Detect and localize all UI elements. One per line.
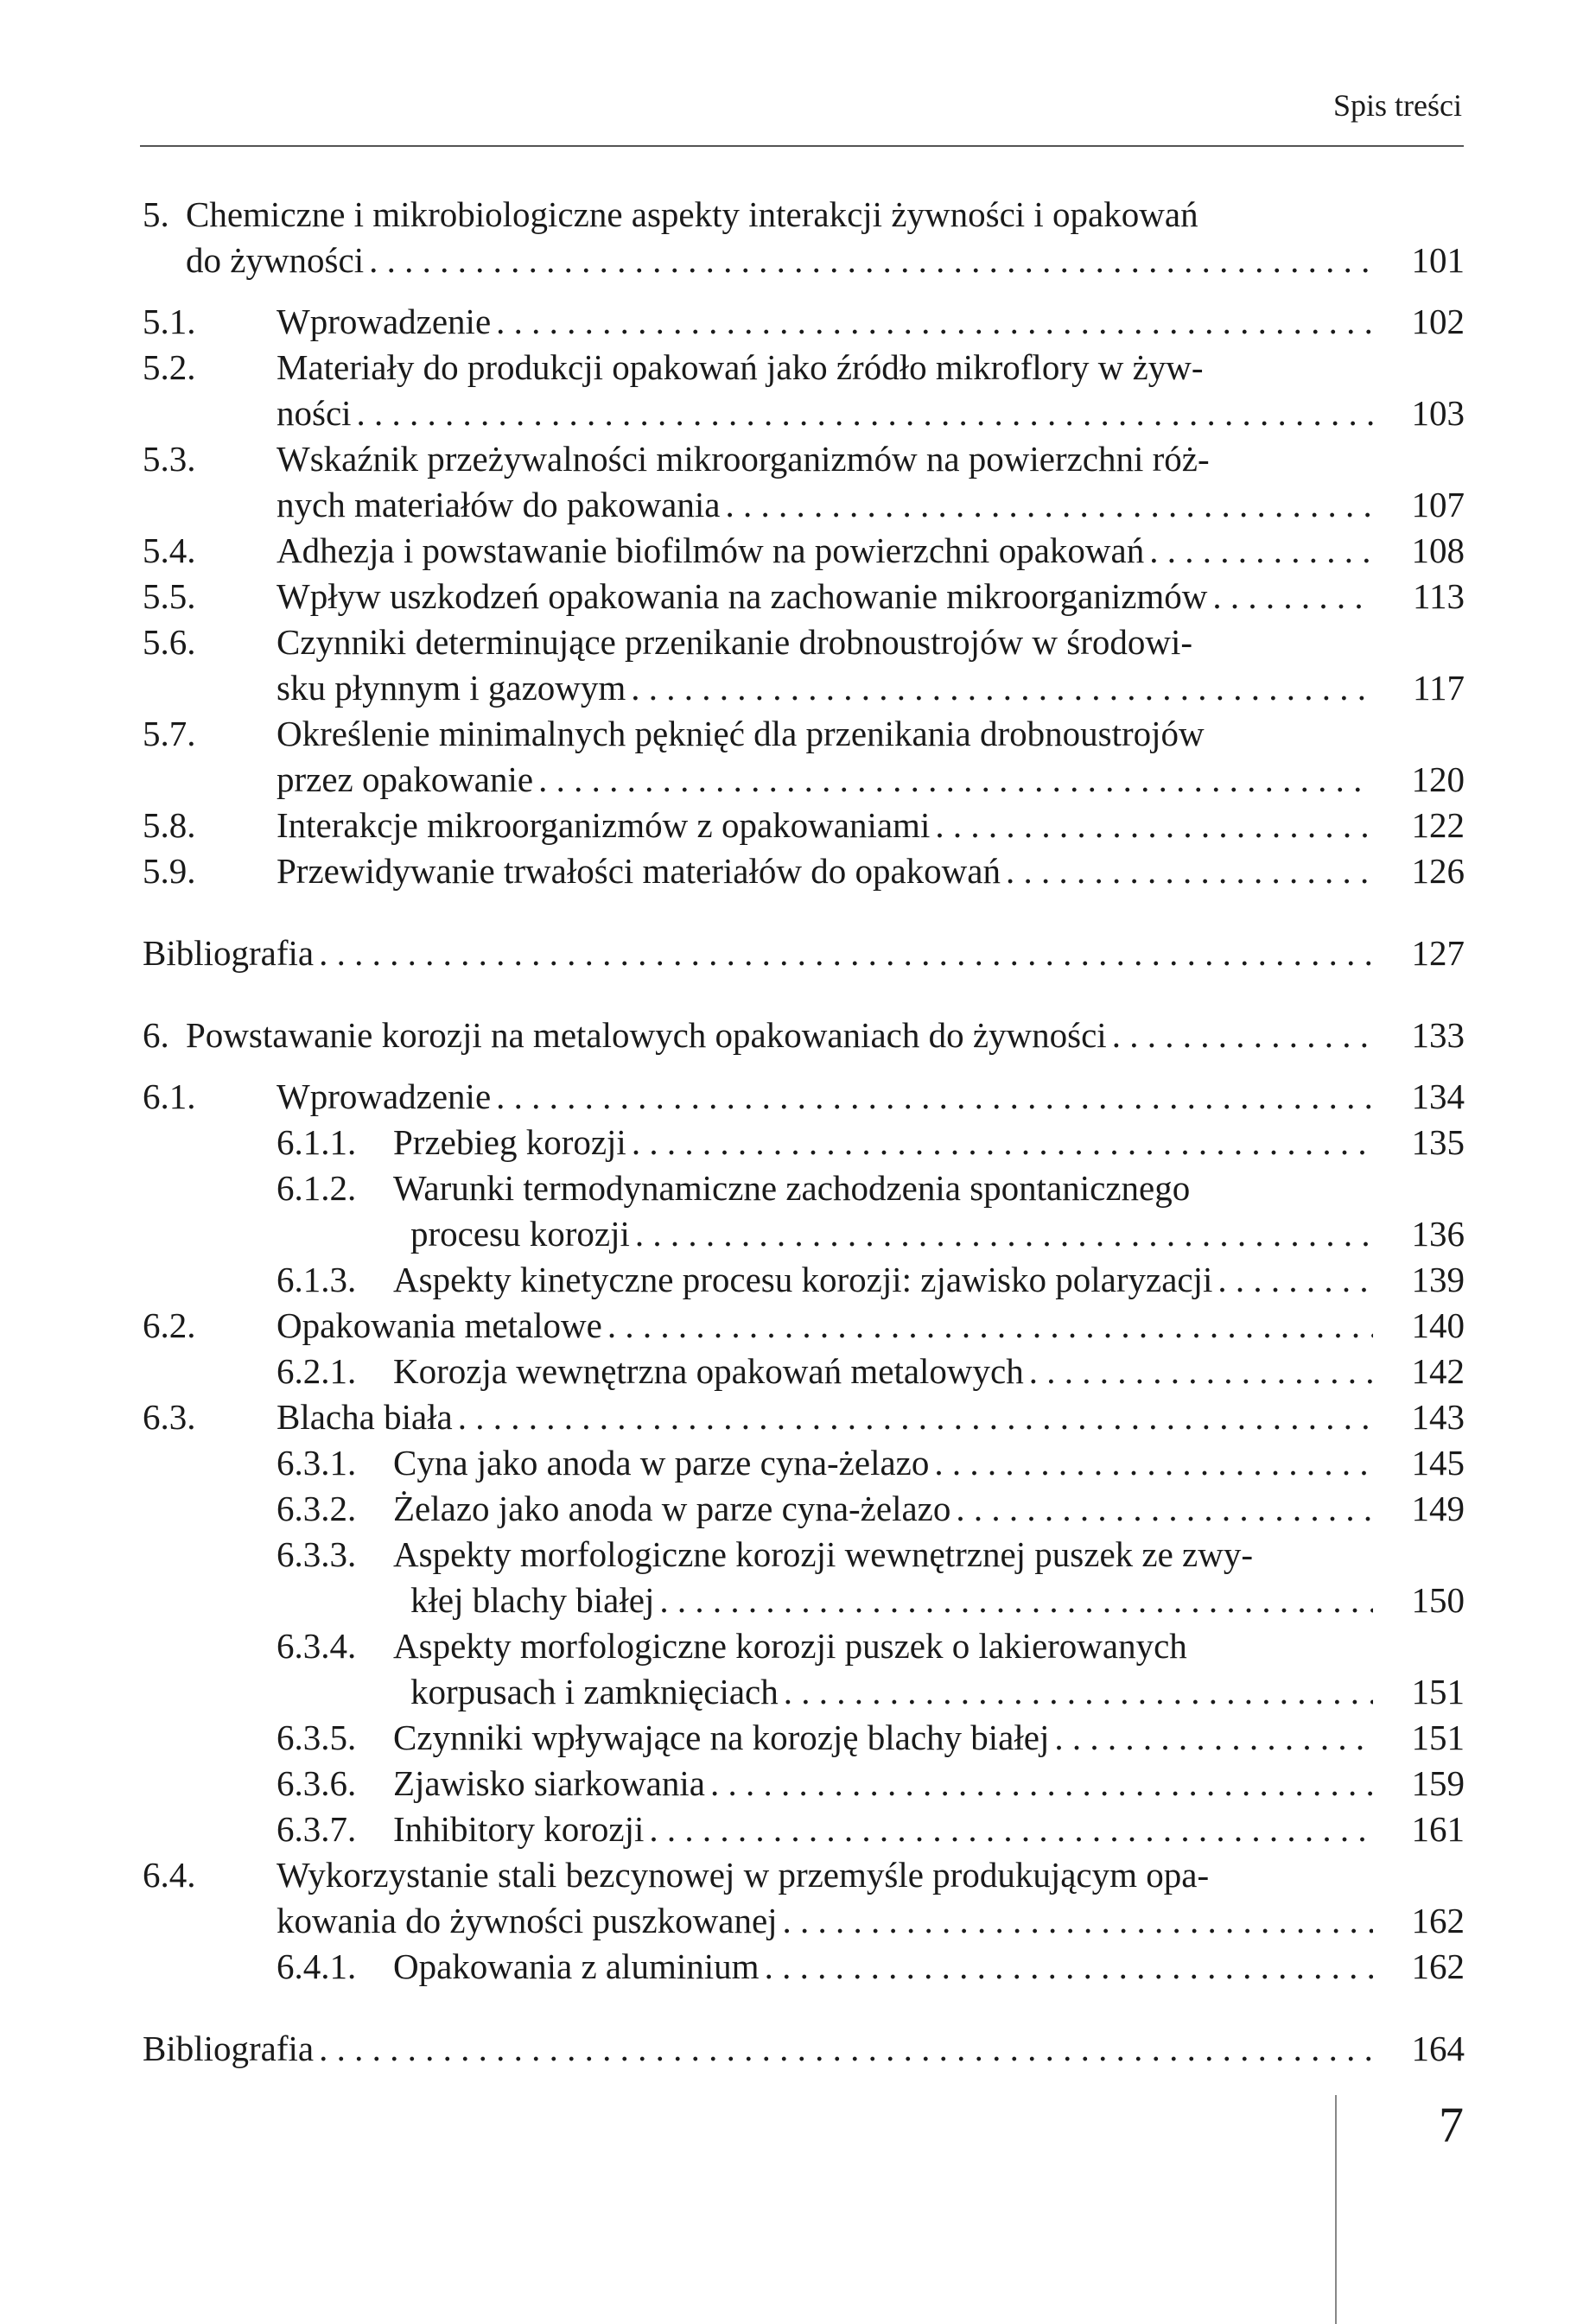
toc-entry-title: Bibliografia <box>143 2029 315 2068</box>
toc-entry-page: 143 <box>1411 1397 1465 1437</box>
dot-leader <box>632 1120 1373 1165</box>
toc-entry-page: 127 <box>1411 933 1465 973</box>
toc-entry[interactable] <box>143 1440 1465 1486</box>
toc-entry[interactable] <box>143 192 1465 283</box>
toc-entry-number: 5.9. <box>143 851 196 891</box>
toc-entry-number: 6.3.4. <box>277 1626 357 1666</box>
spacer <box>143 1990 1465 2026</box>
dot-leader <box>635 1211 1373 1257</box>
toc-entry[interactable] <box>143 1120 1465 1165</box>
toc-entry[interactable] <box>143 1761 1465 1806</box>
toc-entry[interactable] <box>143 1486 1465 1532</box>
dot-leader <box>659 1578 1373 1623</box>
toc-entry-number: 5.2. <box>143 347 196 387</box>
toc-entry-title-line: Wskaźnik przeżywalności mikroorganizmów na powierzchni róż- <box>277 439 1210 479</box>
toc-entry[interactable] <box>143 1349 1465 1394</box>
toc-entry-number: 6.1.2. <box>277 1168 357 1208</box>
toc-entry-title: Korozja wewnętrzna opakowań metalowych <box>393 1351 1024 1391</box>
toc-entry-title: Wpływ uszkodzeń opakowania na zachowanie mikroorganizmów <box>277 576 1208 616</box>
toc-entry[interactable] <box>143 574 1465 619</box>
toc-entry-page: 139 <box>1411 1260 1465 1299</box>
dot-leader <box>649 1806 1373 1852</box>
toc-entry-page: 151 <box>1411 1718 1465 1757</box>
toc-entry-number: 6.1.1. <box>277 1122 357 1162</box>
toc-entry-page: 159 <box>1411 1763 1465 1803</box>
dot-leader <box>458 1394 1373 1440</box>
toc-entry[interactable] <box>143 345 1465 436</box>
dot-leader <box>1029 1349 1373 1394</box>
toc-entry[interactable] <box>143 1715 1465 1761</box>
toc-entry-number: 6.3.2. <box>277 1489 357 1528</box>
toc-entry[interactable] <box>143 1532 1465 1623</box>
toc-entry-title: Czynniki wpływające na korozję blachy białej <box>393 1718 1050 1757</box>
toc-entry-title: Adhezja i powstawanie biofilmów na powierzchni opakowań <box>277 530 1145 570</box>
toc-entry-title: do żywności <box>186 240 365 280</box>
toc-entry-title: procesu korozji <box>410 1214 630 1254</box>
toc-entry-page: 164 <box>1411 2029 1465 2068</box>
toc-entry-number: 5.1. <box>143 302 196 341</box>
toc-entry-title-line: Aspekty morfologiczne korozji wewnętrznej puszek ze zwy- <box>393 1534 1254 1574</box>
toc-entry-page: 149 <box>1411 1489 1465 1528</box>
toc-entry-number: 6.3. <box>143 1397 196 1437</box>
toc-entry-page: 151 <box>1411 1672 1465 1711</box>
toc-entry-page: 133 <box>1411 1015 1465 1055</box>
toc-entry[interactable] <box>143 1074 1465 1120</box>
toc-entry-title: Zjawisko siarkowania <box>393 1763 705 1803</box>
toc-entry-title: Interakcje mikroorganizmów z opakowaniami <box>277 805 931 845</box>
dot-leader <box>710 1761 1373 1806</box>
dot-leader <box>607 1303 1373 1349</box>
toc-entry-number: 6.4. <box>143 1855 196 1895</box>
dot-leader <box>1112 1013 1373 1058</box>
toc-entry[interactable] <box>143 1623 1465 1715</box>
toc-entry[interactable] <box>143 711 1465 803</box>
toc-entry-page: 108 <box>1411 530 1465 570</box>
toc-entry[interactable] <box>143 1013 1465 1058</box>
toc-entry-page: 161 <box>1411 1809 1465 1849</box>
toc-entry-page: 136 <box>1411 1214 1465 1254</box>
toc-entry-page: 142 <box>1411 1351 1465 1391</box>
toc-entry-title: Przebieg korozji <box>393 1122 626 1162</box>
running-header: Spis treści <box>1333 88 1462 123</box>
toc-entry-number: 5.8. <box>143 805 196 845</box>
toc-entry-page: 145 <box>1411 1443 1465 1483</box>
dot-leader <box>631 665 1373 711</box>
toc-entry-number: 6.4.1. <box>277 1946 357 1986</box>
toc-entry-number: 6.3.1. <box>277 1443 357 1483</box>
toc-entry-number: 5.5. <box>143 576 196 616</box>
dot-leader <box>319 2026 1373 2072</box>
margin-rule <box>1335 2095 1337 2324</box>
dot-leader <box>496 299 1373 345</box>
toc-entry-title: przez opakowanie <box>277 759 534 799</box>
toc-entry-title: nych materiałów do pakowania <box>277 485 721 524</box>
toc-entry-page: 162 <box>1411 1901 1465 1940</box>
dot-leader <box>935 803 1373 848</box>
toc-entry-title: Żelazo jako anoda w parze cyna-żelazo <box>393 1489 951 1528</box>
toc-entry-title: Cyna jako anoda w parze cyna-żelazo <box>393 1443 930 1483</box>
toc-entry-page: 113 <box>1413 576 1465 616</box>
toc-entry-title: kłej blachy białej <box>410 1580 655 1620</box>
toc-entry[interactable] <box>143 1394 1465 1440</box>
dot-leader <box>319 930 1373 976</box>
toc-entry-page: 107 <box>1411 485 1465 524</box>
toc-entry[interactable] <box>143 1165 1465 1257</box>
toc-entry-title: Wprowadzenie <box>277 302 492 341</box>
toc-entry-number: 5.6. <box>143 622 196 662</box>
toc-entry-number: 5. <box>143 194 169 234</box>
toc-entry-page: 117 <box>1413 668 1465 708</box>
dot-leader <box>369 238 1373 283</box>
toc-entry[interactable] <box>143 930 1465 976</box>
toc-entry-number: 6.3.7. <box>277 1809 357 1849</box>
dot-leader <box>357 391 1373 436</box>
toc-entry-number: 5.4. <box>143 530 196 570</box>
toc-entry-title: Opakowania z aluminium <box>393 1946 760 1986</box>
toc-entry[interactable] <box>143 2026 1465 2072</box>
toc-entry-page: 126 <box>1411 851 1465 891</box>
toc-entry-number: 6.1. <box>143 1076 196 1116</box>
toc-entry-title-line: Wykorzystanie stali bezcynowej w przemyśle produkującym opa- <box>277 1855 1210 1895</box>
dot-leader <box>765 1944 1373 1990</box>
dot-leader <box>784 1669 1373 1715</box>
toc-entry[interactable] <box>143 1806 1465 1852</box>
dot-leader <box>783 1898 1373 1944</box>
toc-entry-title-line: Określenie minimalnych pęknięć dla przenikania drobnoustrojów <box>277 714 1205 753</box>
dot-leader <box>1054 1715 1373 1761</box>
toc-entry-title: sku płynnym i gazowym <box>277 668 626 708</box>
toc-entry-title: Wprowadzenie <box>277 1076 492 1116</box>
toc-entry[interactable] <box>143 803 1465 848</box>
toc-entry-title: Bibliografia <box>143 933 315 973</box>
dot-leader <box>1149 528 1373 574</box>
toc-entry-number: 5.3. <box>143 439 196 479</box>
spacer <box>143 1058 1465 1074</box>
toc-entry[interactable] <box>143 528 1465 574</box>
toc-entry-page: 140 <box>1411 1305 1465 1345</box>
dot-leader <box>496 1074 1373 1120</box>
toc-entry-page: 101 <box>1411 240 1465 280</box>
dot-leader <box>1217 1257 1373 1303</box>
toc-entry-number: 6.3.5. <box>277 1718 357 1757</box>
dot-leader <box>1006 848 1373 894</box>
toc-entry[interactable] <box>143 1944 1465 1990</box>
dot-leader <box>725 482 1373 528</box>
page-number: 7 <box>1439 2097 1464 2153</box>
toc-entry[interactable] <box>143 1852 1465 1944</box>
header-rule <box>140 145 1464 147</box>
toc-entry-page: 103 <box>1411 393 1465 433</box>
toc-entry-title: Powstawanie korozji na metalowych opakowaniach do żywności <box>186 1015 1107 1055</box>
spacer <box>143 976 1465 1013</box>
toc-entry-title: Przewidywanie trwałości materiałów do opakowań <box>277 851 1001 891</box>
dot-leader <box>934 1440 1373 1486</box>
toc-entry-number: 5.7. <box>143 714 196 753</box>
spacer <box>143 283 1465 299</box>
dot-leader <box>1212 574 1373 619</box>
toc-entry-title: korpusach i zamknięciach <box>410 1672 779 1711</box>
toc-entry-title: Opakowania metalowe <box>277 1305 602 1345</box>
toc-entry[interactable] <box>143 848 1465 894</box>
toc-entry-page: 120 <box>1411 759 1465 799</box>
toc-entry-number: 6.2. <box>143 1305 196 1345</box>
toc-entry-title: Blacha biała <box>277 1397 453 1437</box>
dot-leader <box>956 1486 1373 1532</box>
table-of-contents <box>143 192 1465 2072</box>
toc-entry[interactable] <box>143 1257 1465 1303</box>
toc-entry-page: 122 <box>1411 805 1465 845</box>
toc-entry-number: 6.1.3. <box>277 1260 357 1299</box>
toc-entry-number: 6. <box>143 1015 169 1055</box>
toc-entry-title-line: Materiały do produkcji opakowań jako źródło mikroflory w żyw- <box>277 347 1204 387</box>
dot-leader <box>538 757 1373 803</box>
toc-entry[interactable] <box>143 436 1465 528</box>
toc-entry-page: 150 <box>1411 1580 1465 1620</box>
toc-entry-title: ności <box>277 393 352 433</box>
toc-entry-title: kowania do żywności puszkowanej <box>277 1901 778 1940</box>
toc-entry-number: 6.3.3. <box>277 1534 357 1574</box>
toc-entry-page: 162 <box>1411 1946 1465 1986</box>
toc-entry-title-line: Czynniki determinujące przenikanie drobnoustrojów w środowi- <box>277 622 1193 662</box>
toc-entry-number: 6.2.1. <box>277 1351 357 1391</box>
toc-entry-page: 135 <box>1411 1122 1465 1162</box>
toc-entry[interactable] <box>143 1303 1465 1349</box>
toc-entry-page: 102 <box>1411 302 1465 341</box>
toc-entry-title: Aspekty kinetyczne procesu korozji: zjawisko polaryzacji <box>393 1260 1213 1299</box>
toc-entry-page: 134 <box>1411 1076 1465 1116</box>
toc-entry-title: Inhibitory korozji <box>393 1809 645 1849</box>
toc-entry-title-line: Aspekty morfologiczne korozji puszek o lakierowanych <box>393 1626 1187 1666</box>
toc-entry-title-line: Chemiczne i mikrobiologiczne aspekty interakcji żywności i opakowań <box>186 194 1198 234</box>
toc-entry-number: 6.3.6. <box>277 1763 357 1803</box>
toc-entry[interactable] <box>143 619 1465 711</box>
toc-entry-title-line: Warunki termodynamiczne zachodzenia spontanicznego <box>393 1168 1191 1208</box>
spacer <box>143 894 1465 930</box>
toc-entry[interactable] <box>143 299 1465 345</box>
